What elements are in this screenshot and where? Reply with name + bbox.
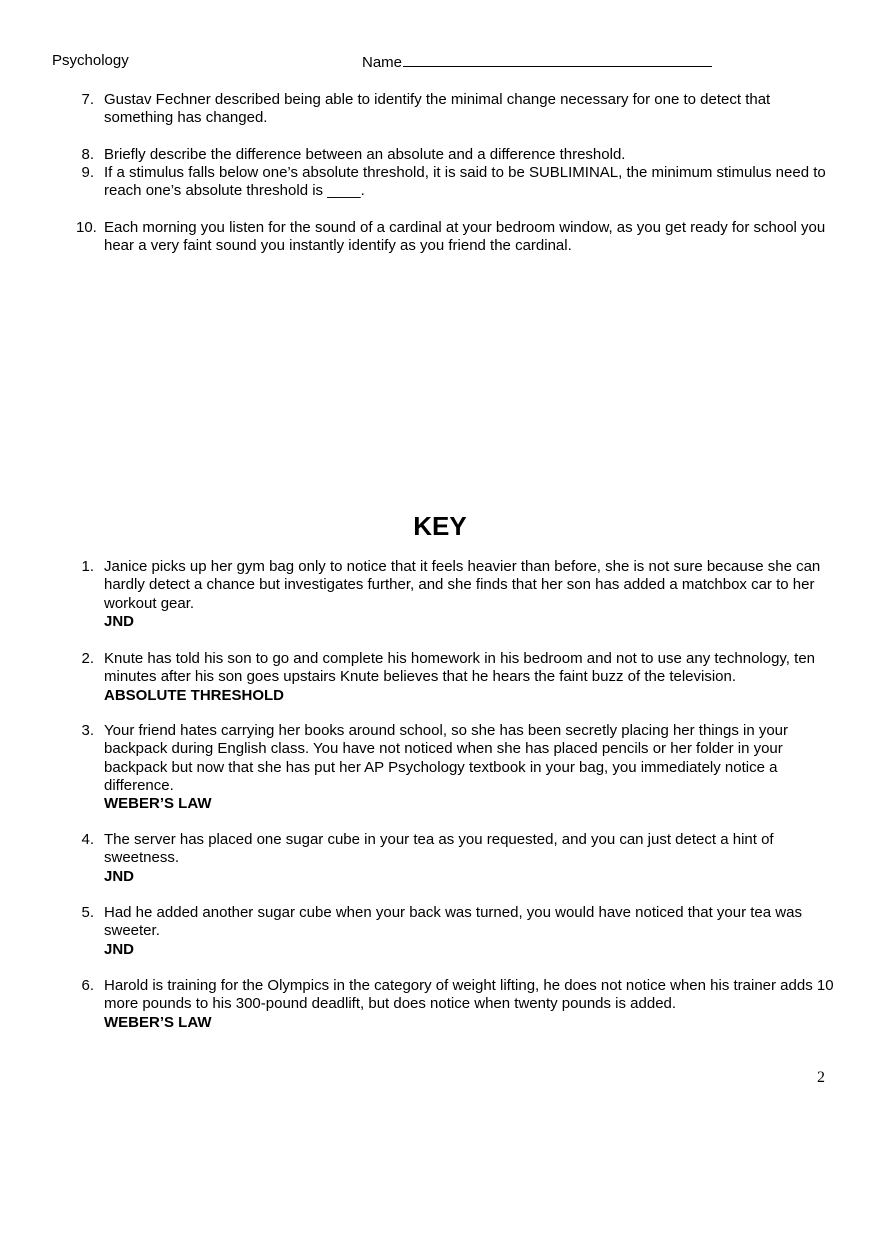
key-item-text: Janice picks up her gym bag only to notice that it feels heavier than before, she is not sure because she can hardly detect a chance but investigates further, and she finds that her son has added a matchbox car to her workout gear. <box>104 558 821 612</box>
key-item-3 <box>76 722 836 813</box>
question-number: 9. <box>81 164 94 181</box>
key-item-answer: JND <box>104 867 135 885</box>
key-item-text: Had he added another sugar cube when your back was turned, you would have noticed that your tea was sweeter. <box>104 904 802 940</box>
subject-label: Psychology <box>52 52 129 69</box>
key-item-number: 1. <box>81 558 94 575</box>
key-item-5 <box>76 904 836 959</box>
question-text: Briefly describe the difference between an absolute and a difference threshold. <box>104 146 626 163</box>
key-item-2 <box>76 650 836 705</box>
question-text: Gustav Fechner described being able to identify the minimal change necessary for one to detect that something has changed. <box>104 91 771 127</box>
key-item-answer: WEBER’S LAW <box>104 1013 212 1031</box>
key-item-text: Knute has told his son to go and complete his homework in his bedroom and not to use any technology, ten minutes after his son goes upstairs Knute believes that he hears the faint buzz of the television. <box>104 650 815 686</box>
question-9 <box>76 164 836 201</box>
name-field <box>362 52 712 72</box>
key-item-answer: JND <box>104 612 135 630</box>
question-number: 10. <box>76 219 97 236</box>
key-item-number: 2. <box>81 650 94 667</box>
key-item-text: The server has placed one sugar cube in your tea as you requested, and you can just detect a hint of sweetness. <box>104 831 774 867</box>
name-blank-line <box>403 52 712 67</box>
question-text: Each morning you listen for the sound of a cardinal at your bedroom window, as you get ready for school you hear a very faint sound you instantly identify as you friend the cardinal. <box>104 219 826 255</box>
key-item-number: 4. <box>81 831 94 848</box>
question-8 <box>76 146 836 164</box>
question-7 <box>76 91 836 128</box>
key-item-text: Harold is training for the Olympics in the category of weight lifting, he does not notice when his trainer adds 10 more pounds to his 300-pound deadlift, but does notice when twenty pounds is added. <box>104 977 834 1013</box>
key-item-answer: WEBER’S LAW <box>104 795 212 813</box>
key-item-4 <box>76 831 836 886</box>
question-number: 7. <box>81 91 94 108</box>
question-number: 8. <box>81 146 94 163</box>
question-10 <box>76 219 836 256</box>
key-item-1 <box>76 558 836 631</box>
key-item-text: Your friend hates carrying her books around school, so she has been secretly placing her things in your backpack during English class. You have not noticed when she has placed pencils or her folder in your backpack but now that she has put her AP Psychology textbook in your bag, you immediately notice a difference. <box>104 722 789 794</box>
key-item-answer: JND <box>104 940 135 958</box>
page-number: 2 <box>817 1069 825 1086</box>
key-item-answer: ABSOLUTE THRESHOLD <box>104 686 284 704</box>
key-item-number: 6. <box>81 977 94 994</box>
question-text: If a stimulus falls below one’s absolute threshold, it is said to be SUBLIMINAL, the minimum stimulus need to reach one’s absolute threshold is ____. <box>104 164 826 200</box>
key-item-6 <box>76 977 836 1032</box>
key-item-number: 3. <box>81 722 94 739</box>
key-item-number: 5. <box>81 904 94 921</box>
key-title: KEY <box>413 511 467 541</box>
name-label: Name <box>362 54 403 71</box>
